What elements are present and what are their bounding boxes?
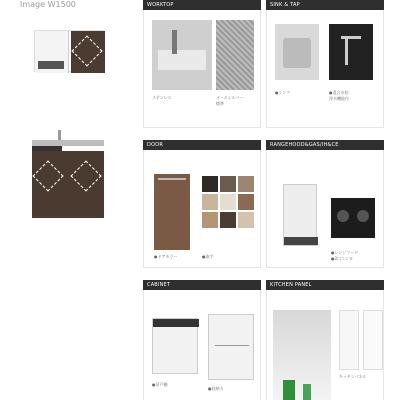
kitchen-illustration — [0, 0, 140, 400]
worktop-photo — [152, 20, 212, 90]
door-panel — [143, 140, 261, 268]
worktop-panel — [143, 0, 261, 128]
range-note: ●2口コンロ — [331, 256, 354, 261]
sink-note: 浄水機能付 — [329, 96, 349, 101]
panel-body — [143, 10, 261, 128]
panel-header: WORKTOP — [143, 0, 261, 10]
worktop-note: 標準 — [216, 101, 224, 106]
cabinet-note: ●収納力 — [208, 386, 224, 391]
cabinet-note: ●吊戸棚 — [152, 382, 168, 387]
panel-header: RANGEHOOD&GAS/IH&CE — [266, 140, 384, 150]
rangehood-panel — [266, 140, 384, 268]
open-cabinet-photo — [208, 314, 254, 380]
panel-sample — [363, 310, 383, 370]
range-hood-vent — [38, 61, 64, 69]
panel-header: SINK & TAP — [266, 0, 384, 10]
panel-body — [266, 290, 384, 400]
panel-body — [143, 150, 261, 268]
door-diamond-pattern — [70, 160, 101, 191]
upper-white-door — [35, 31, 69, 73]
kitchen-panel-section — [266, 280, 384, 400]
worktop-note: ステンレス — [152, 95, 172, 100]
panel-body — [266, 150, 384, 268]
kitchen-panel-note: キッチンパネル — [339, 374, 367, 379]
sink-photo — [275, 24, 319, 80]
faucet — [58, 130, 61, 140]
range-note: ●レンジフード — [331, 250, 359, 255]
lower-cabinet — [32, 140, 104, 218]
door-note: ●ドアカラー — [154, 254, 178, 259]
gas-stove-photo — [331, 198, 375, 238]
rangehood-photo — [283, 184, 317, 246]
cabinet-photo — [152, 318, 198, 374]
lower-cabinet-body — [32, 151, 104, 218]
sink-note: ●混合水栓 — [329, 90, 349, 95]
door-sample-photo — [154, 174, 190, 250]
door-note: ●取手 — [202, 254, 214, 259]
sink-note: ●シンク — [275, 90, 291, 95]
image-label: Image W1500 — [20, 0, 76, 9]
upper-cabinet — [34, 30, 104, 72]
panel-body — [266, 10, 384, 128]
panel-sample — [339, 310, 359, 370]
door-diamond-pattern — [32, 160, 63, 191]
worktop-note: オールシルバー — [216, 95, 244, 100]
sink-tap-panel — [266, 0, 384, 128]
panel-header: KITCHEN PANEL — [266, 280, 384, 290]
door-diamond-pattern — [71, 35, 102, 66]
tap-photo — [329, 24, 373, 80]
panel-body — [143, 290, 261, 400]
panel-header: DOOR — [143, 140, 261, 150]
door-color-swatches — [202, 176, 256, 252]
upper-wood-door — [71, 31, 105, 73]
panel-header: CABINET — [143, 280, 261, 290]
cabinet-panel — [143, 280, 261, 400]
kitchen-room-photo — [273, 310, 331, 400]
stainless-texture-sample — [216, 20, 254, 90]
